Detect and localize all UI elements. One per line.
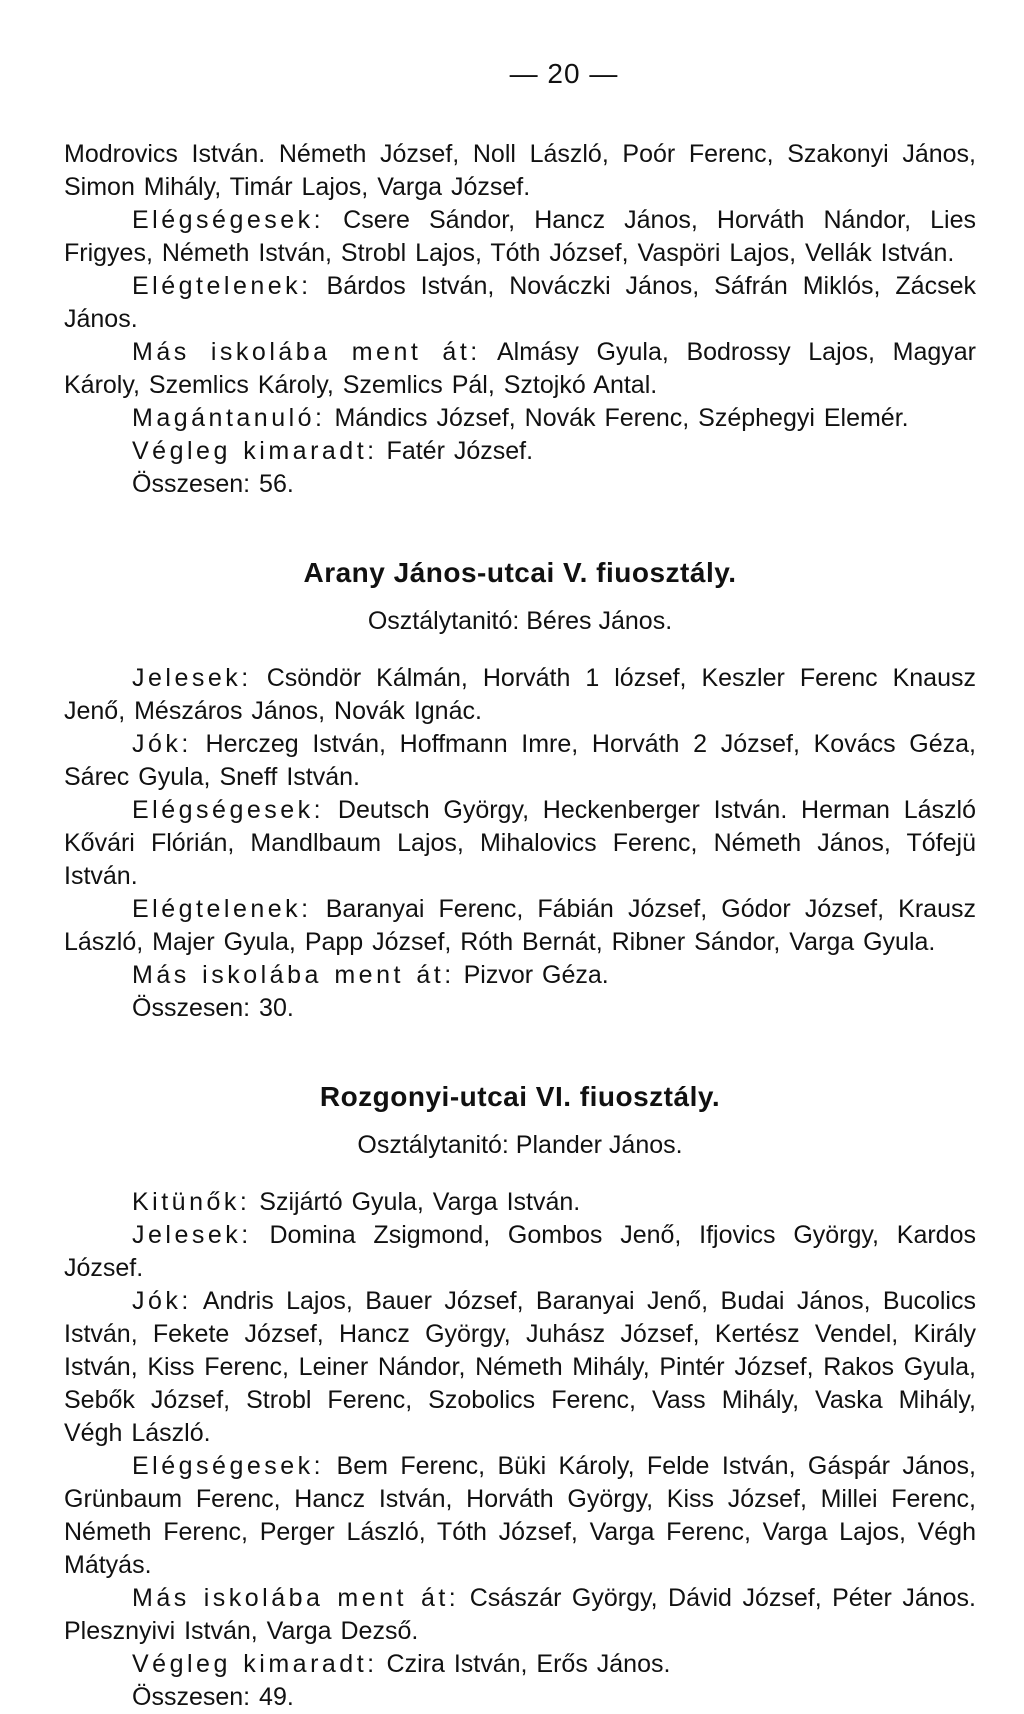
student-list-paragraph (64, 336, 976, 402)
page-content (64, 138, 976, 1714)
grade-category-label: Más iskolába ment át: (132, 961, 455, 989)
student-names: Csöndör Kálmán, Horváth 1 lózsef, Keszler Ferenc Knausz Jenő, Mészáros János, Novák Ignác. (64, 664, 976, 725)
student-names: Összesen: 30. (132, 994, 294, 1022)
student-list-paragraph (64, 1219, 976, 1285)
grade-category-label: Elégtelenek: (132, 895, 312, 923)
student-names: Mándics József, Novák Ferenc, Széphegyi Elemér. (325, 404, 909, 432)
class-teacher-line: Osztálytanitó: Plander János. (357, 1131, 683, 1159)
student-list-paragraph (64, 1186, 976, 1219)
student-names: Csere Sándor, Hancz János, Horváth Nándor, Lies Frigyes, Németh István, Strobl Lajos, Tóth József, Vaspöri Lajos, Vellák István. (64, 206, 976, 267)
grade-category-label: Elégtelenek: (132, 272, 312, 300)
grade-category-label: Jók: (132, 1287, 192, 1315)
student-list-paragraph (64, 794, 976, 893)
grade-category-label: Elégségesek: (132, 796, 325, 824)
student-names: Herczeg István, Hoffmann Imre, Horváth 2 József, Kovács Géza, Sárec Gyula, Sneff István. (64, 730, 976, 791)
student-names: Andris Lajos, Bauer József, Baranyai Jenő, Budai János, Bucolics István, Fekete József, Hancz György, Juhász József, Kertész Vendel, Király István, Kiss Ferenc, Leiner Nándor, Németh Mihály, Pintér József, Rakos Gyula, Sebők József, Strobl Ferenc, Szobolics Ferenc, Vass Mihály, Vaska Mihály, Végh László. (64, 1287, 976, 1447)
student-list-paragraph (64, 1285, 976, 1450)
student-list-paragraph (64, 992, 976, 1025)
student-list-paragraph (64, 662, 976, 728)
section-heading: Arany János-utcai V. fiuosztály. (303, 557, 737, 588)
student-names: Fatér József. (377, 437, 534, 465)
student-list-paragraph (64, 138, 976, 204)
student-names: Baranyai Ferenc, Fábián József, Gódor József, Krausz László, Majer Gyula, Papp József, Róth Bernát, Ribner Sándor, Varga Gyula. (64, 895, 976, 956)
student-names: Császár György, Dávid József, Péter János. Plesznyivi István, Varga Dezső. (64, 1584, 976, 1645)
student-names: Deutsch György, Heckenberger István. Herman László Kővári Flórián, Mandlbaum Lajos, Mihalovics Ferenc, Németh János, Tófejü István. (64, 796, 976, 890)
grade-category-label: Kitünők: (132, 1188, 251, 1216)
grade-category-label: Jelesek: (132, 1221, 252, 1249)
student-list-paragraph (64, 893, 976, 959)
grade-category-label: Magántanuló: (132, 404, 326, 432)
student-list-paragraph (64, 959, 976, 992)
grade-category-label: Elégségesek: (132, 1452, 325, 1480)
grade-category-label: Végleg kimaradt: (132, 437, 378, 465)
student-names: Összesen: 56. (132, 470, 294, 498)
grade-category-label: Más iskolába ment át: (132, 1584, 460, 1612)
student-list-paragraph (64, 1450, 976, 1582)
student-list-paragraph (64, 1681, 976, 1714)
student-names: Szijártó Gyula, Varga István. (250, 1188, 581, 1216)
page-number: — 20 — (509, 58, 619, 89)
student-names: Összesen: 49. (132, 1683, 294, 1711)
section-heading: Rozgonyi-utcai VI. fiuosztály. (319, 1081, 721, 1112)
grade-category-label: Jók: (132, 730, 192, 758)
student-list-paragraph (64, 270, 976, 336)
student-names: Almásy Gyula, Bodrossy Lajos, Magyar Károly, Szemlics Károly, Szemlics Pál, Sztojkó Antal. (64, 338, 976, 399)
student-list-paragraph (64, 728, 976, 794)
grade-category-label: Elégségesek: (132, 206, 325, 234)
student-list-paragraph (64, 1648, 976, 1681)
student-list-paragraph (64, 468, 976, 501)
student-names: Domina Zsigmond, Gombos Jenő, Ifjovics György, Kardos József. (64, 1221, 976, 1282)
class-teacher-line: Osztálytanitó: Béres János. (367, 607, 673, 635)
grade-category-label: Más iskolába ment át: (132, 338, 481, 366)
student-names: Modrovics István. Németh József, Noll László, Poór Ferenc, Szakonyi János, Simon Mihály, Timár Lajos, Varga József. (64, 140, 976, 201)
grade-category-label: Végleg kimaradt: (132, 1650, 378, 1678)
student-list-paragraph (64, 402, 976, 435)
student-names: Pizvor Géza. (454, 961, 609, 989)
student-list-paragraph (64, 204, 976, 270)
student-names: Bárdos István, Nováczki János, Sáfrán Miklós, Zácsek János. (64, 272, 976, 333)
grade-category-label: Jelesek: (132, 664, 252, 692)
student-list-paragraph (64, 435, 976, 468)
student-names: Bem Ferenc, Büki Károly, Felde István, Gáspár János, Grünbaum Ferenc, Hancz István, Horváth György, Kiss József, Millei Ferenc, Németh Ferenc, Perger László, Tóth József, Varga Ferenc, Varga Lajos, Végh Mátyás. (64, 1452, 976, 1579)
student-names: Czira István, Erős János. (377, 1650, 671, 1678)
student-list-paragraph (64, 1582, 976, 1648)
